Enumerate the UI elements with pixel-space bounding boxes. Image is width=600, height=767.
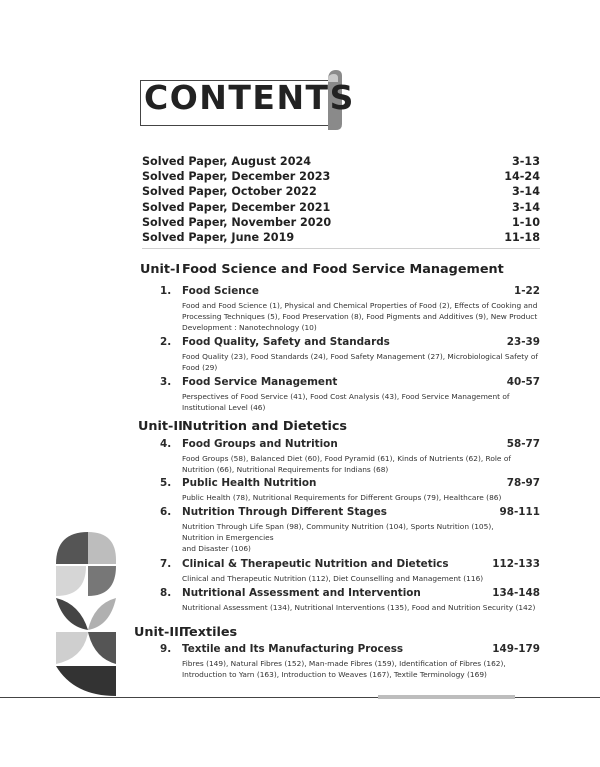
chapter-entry[interactable]: 8. Nutritional Assessment and Intervention 134-148 Nutritional Assessment (134), Nutritional Interventions (135), Food and Nutrition Security (142) [160, 587, 540, 612]
chapter-entry[interactable]: 3. Food Service Management 40-57 Perspectives of Food Service (41), Food Cost Analysis (43), Food Service Management of Institutional Level (46) [160, 376, 540, 412]
chapter-entry[interactable]: 1. Food Science 1-22 Food and Food Science (1), Physical and Chemical Properties of Food (2), Effects of Cooking and Processing Techniques (5), Food Preservation (8), Food Pigments and Additives (9), New Product Development : Nanotechnology (10) [160, 285, 540, 332]
list-item[interactable]: Solved Paper, August 2024 3-13 [142, 155, 540, 168]
chapter-entry[interactable]: 5. Public Health Nutrition 78-97 Public Health (78), Nutritional Requirements for Different Groups (79), Healthcare (86) [160, 477, 540, 502]
unit-heading: Unit-III Textiles [134, 625, 238, 640]
list-item[interactable]: Solved Paper, June 2019 11-18 [142, 230, 540, 244]
list-item[interactable]: Solved Paper, December 2021 3-14 [142, 200, 540, 214]
chapter-entry[interactable]: 4. Food Groups and Nutrition 58-77 Food Groups (58), Balanced Diet (60), Food Pyramid (61), Kinds of Nutrients (62), Role of Nutrition (66), Nutritional Requirements for Indians (68) [160, 438, 540, 474]
list-item[interactable]: Solved Paper, November 2020 1-10 [142, 215, 540, 229]
footer-accent-bar [378, 695, 515, 699]
contents-banner [140, 70, 355, 126]
chapter-entry[interactable]: 6. Nutrition Through Different Stages 98-111 Nutrition Through Life Span (98), Community Nutrition (104), Sports Nutrition (105), Nutrition in Emergencies and Disaster (106) [160, 506, 540, 553]
chapter-entry[interactable]: 9. Textile and Its Manufacturing Process 149-179 Fibres (149), Natural Fibres (152), Man-made Fibres (159), Identification of Fibres (162), Introduction to Yarn (163), Introduction to Weaves (167), Textile Terminology (169) [160, 643, 540, 679]
chapter-entry[interactable]: 2. Food Quality, Safety and Standards 23-39 Food Quality (23), Food Standards (24), Food Safety Management (27), Microbiological Safety of Food (29) [160, 336, 540, 372]
unit-heading: Unit-I Food Science and Food Service Management [140, 262, 504, 277]
section-divider [142, 248, 540, 249]
chapter-entry[interactable]: 7. Clinical & Therapeutic Nutrition and Dietetics 112-133 Clinical and Therapeutic Nutrition (112), Diet Counselling and Management (116) [160, 558, 540, 583]
page-title: CONTENTS [144, 78, 355, 117]
unit-heading: Unit-II Nutrition and Dietetics [138, 419, 348, 434]
decorative-leaf-graphic [54, 530, 118, 698]
list-item[interactable]: Solved Paper, October 2022 3-14 [142, 185, 540, 199]
solved-papers-list [142, 154, 540, 245]
list-item[interactable]: Solved Paper, December 2023 14-24 [142, 170, 540, 184]
